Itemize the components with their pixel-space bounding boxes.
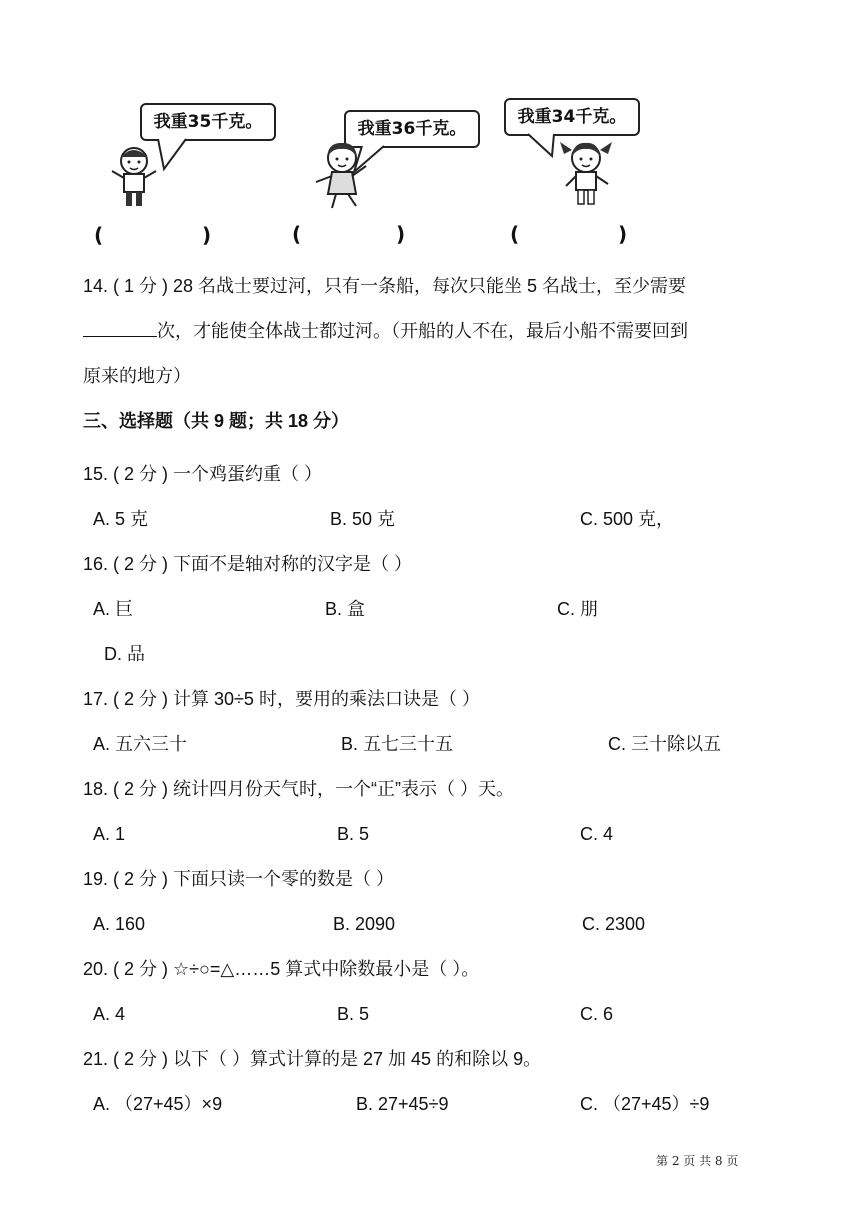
option-c[interactable]: C. （27+45）÷9 <box>580 1094 710 1114</box>
boy-illustration <box>106 143 166 213</box>
question-stem: 19. ( 2 分 ) 下面只读一个零的数是（ ） <box>83 869 395 889</box>
option-c[interactable]: C. 朋 <box>557 599 599 619</box>
answer-paren-right: ) <box>202 223 212 247</box>
figure-girl <box>292 100 482 250</box>
answer-paren-left: ( <box>292 222 302 246</box>
option-c[interactable]: C. 4 <box>580 824 614 844</box>
question-stem: 16. ( 2 分 ) 下面不是轴对称的汉字是（ ） <box>83 554 413 574</box>
option-a[interactable]: A. 1 <box>93 824 126 844</box>
answer-paren-right: ) <box>618 222 628 246</box>
option-b[interactable]: B. 5 <box>337 824 370 844</box>
question-14-line-3: 原来的地方） <box>83 366 191 386</box>
question-stem: 18. ( 2 分 ) 统计四月份天气时，一个“正”表示（ ）天。 <box>83 779 515 799</box>
page-number: 第 2 页 共 8 页 <box>656 1154 739 1168</box>
option-c[interactable]: C. 三十除以五 <box>608 734 722 754</box>
option-b[interactable]: B. 五七三十五 <box>341 734 454 754</box>
option-a[interactable]: A. （27+45）×9 <box>93 1094 223 1114</box>
option-c[interactable]: C. 500 克， <box>580 509 675 529</box>
answer-paren-right: ) <box>396 222 406 246</box>
option-b[interactable]: B. 2090 <box>333 914 396 934</box>
figure-girl-pigtails <box>500 92 660 246</box>
option-a[interactable]: A. 5 克 <box>93 509 149 529</box>
answer-blank[interactable] <box>83 320 157 337</box>
option-b[interactable]: B. 27+45÷9 <box>356 1094 449 1114</box>
speech-bubble: 我重36千克。 <box>344 110 480 148</box>
speech-bubble: 我重34千克。 <box>504 98 640 136</box>
option-c[interactable]: C. 6 <box>580 1004 614 1024</box>
option-d[interactable]: D. 品 <box>104 644 146 664</box>
question-14-line-1: 14. ( 1 分 ) 28 名战士要过河，只有一条船，每次只能坐 5 名战士，至少需要 <box>83 276 687 296</box>
answer-paren-left: ( <box>510 222 520 246</box>
option-b[interactable]: B. 50 克 <box>330 509 396 529</box>
option-a[interactable]: A. 巨 <box>93 599 134 619</box>
option-c[interactable]: C. 2300 <box>582 914 646 934</box>
girl-pigtails-illustration <box>554 136 624 212</box>
question-stem: 21. ( 2 分 ) 以下（ ）算式计算的是 27 加 45 的和除以 9。 <box>83 1049 542 1069</box>
girl-illustration <box>308 140 378 212</box>
answer-paren-left: ( <box>94 223 104 247</box>
section-title: 三、选择题（共 9 题；共 18 分） <box>83 411 350 431</box>
option-b[interactable]: B. 盒 <box>325 599 366 619</box>
question-14-line-2-text: 次，才能使全体战士都过河。（开船的人不在，最后小船不需要回到 <box>157 321 688 341</box>
question-stem: 20. ( 2 分 ) ☆÷○=△……5 算式中除数最小是（ ）。 <box>83 959 480 979</box>
option-a[interactable]: A. 4 <box>93 1004 126 1024</box>
option-a[interactable]: A. 160 <box>93 914 146 934</box>
option-b[interactable]: B. 5 <box>337 1004 370 1024</box>
speech-bubble: 我重35千克。 <box>140 103 276 141</box>
option-a[interactable]: A. 五六三十 <box>93 734 188 754</box>
question-14-line-2 <box>83 319 688 343</box>
question-stem: 15. ( 2 分 ) 一个鸡蛋约重（ ） <box>83 464 323 484</box>
question-stem: 17. ( 2 分 ) 计算 30÷5 时，要用的乘法口诀是（ ） <box>83 689 480 709</box>
figure-boy <box>94 95 280 247</box>
